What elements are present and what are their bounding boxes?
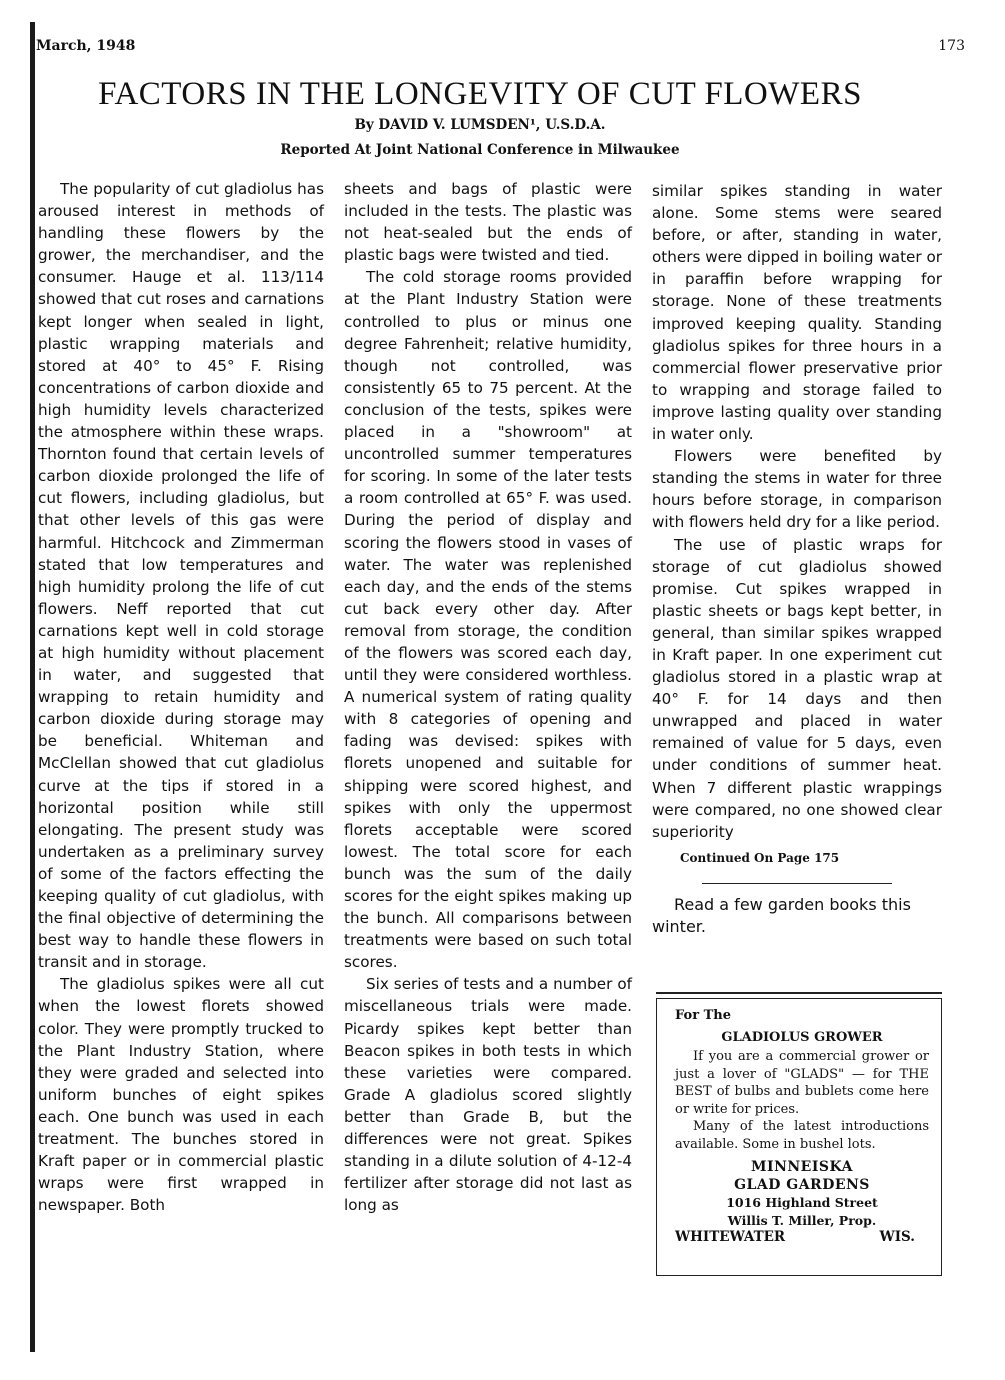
ad-state: WIS. <box>879 1229 915 1245</box>
ad-body-2: Many of the latest introductions available. Some in bushel lots. <box>675 1119 929 1152</box>
divider <box>702 883 892 884</box>
text-column-3 <box>652 180 942 938</box>
paragraph: similar spikes standing in water alone. Some stems were seared before, or after, standing in water, others were dipped in boiling water or in paraffin before wrapping for storage. None of these treatments improved keeping quality. Standing gladiolus spikes for three hours in a commercial flower preservative prior to wrapping and storage failed to improve lasting quality over standing in water only. <box>652 182 942 444</box>
issue-date: March, 1948 <box>36 38 136 54</box>
page-binding-edge <box>30 22 35 1352</box>
text-column-2 <box>344 178 632 1216</box>
ad-proprietor: Willis T. Miller, Prop. <box>727 1212 877 1228</box>
article-byline: By DAVID V. LUMSDEN¹, U.S.D.A. <box>354 117 606 133</box>
ad-business-name-2: GLAD GARDENS <box>734 1176 870 1193</box>
article-subtitle: Reported At Joint National Conference in Milwaukee <box>280 142 680 158</box>
ad-intro: For The <box>675 1008 731 1023</box>
paragraph: The popularity of cut gladiolus has aroused interest in methods of handling these flowers by the grower, the merchandiser, and the consumer. Hauge et al. 113/114 showed that cut roses and carnations kept longer when sealed in light, plastic wrapping materials and stored at 40° to 45° F. Rising concentrations of carbon dioxide and high humidity levels characterized the atmosphere within these wraps. Thornton found that certain levels of carbon dioxide prolonged the life of cut flowers, including gladiolus, but that other levels of this gas were harmful. Hitchcock and Zimmerman stated that low temperatures and high humidity prolong the life of cut flowers. Neff reported that cut carnations kept well in cold storage at high humidity without placement in water, and suggested that wrapping to retain humidity and carbon dioxide during storage may be beneficial. Whiteman and McClellan showed that cut gladiolus curve at the tips if stored in a horizontal position while still elongating. The present study was undertaken as a preliminary survey of some of the factors effecting the keeping quality of cut gladiolus, with the final objective of determining the best way to handle these flowers in transit and in storage. <box>38 180 324 972</box>
paragraph: The cold storage rooms provided at the Plant Industry Station were controlled to plus or minus one degree Fahrenheit; relative humidity, though not controlled, was consistently 65 to 75 percent. At the conclusion of the tests, spikes were placed in a "showroom" at uncontrolled summer temperatures for scoring. In some of the later tests a room controlled at 65° F. was used. During the period of display and scoring the flowers stood in vases of water. The water was replenished each day, and the ends of the stems cut back every other day. After removal from storage, the condition of the flowers was scored each day, until they were considered worthless. A numerical system of rating quality with 8 categories of opening and fading was devised: spikes with florets unopened and suitable for shipping were scored highest, and spikes with only the uppermost florets acceptable were scored lowest. The total score for each bunch was the sum of the daily scores for the eight spikes making up the bunch. All comparisons between treatments were based on such total scores. <box>344 268 632 972</box>
filler-note: Read a few garden books this winter. <box>652 894 911 936</box>
ad-street: 1016 Highland Street <box>726 1195 878 1210</box>
advertisement-box <box>656 998 942 1276</box>
ad-business-name: MINNEISKA <box>751 1159 853 1175</box>
paragraph: Six series of tests and a number of miscellaneous trials were made. Picardy spikes kept better than Beacon spikes in both tests in which these varieties were compared. Grade A gladiolus scored slightly better than Grade B, but the differences were not great. Spikes standing in a dilute solution of 4-12-4 fertilizer after storage did not last as long as <box>344 975 632 1215</box>
continued-note: Continued On Page 175 <box>680 850 840 865</box>
ad-city: WHITEWATER <box>675 1229 786 1245</box>
paragraph: sheets and bags of plastic were included in the tests. The plastic was not heat-sealed but the ends of plastic bags were twisted and tied. <box>344 180 632 265</box>
article-title: FACTORS IN THE LONGEVITY OF CUT FLOWERS <box>98 76 862 112</box>
page-number: 173 <box>938 38 965 54</box>
text-column-1 <box>38 178 324 1216</box>
paragraph: Flowers were benefited by standing the stems in water for three hours before storage, in comparison with flowers held dry for a like period. <box>652 447 942 532</box>
ad-city-line <box>675 1229 929 1247</box>
ad-heading: GLADIOLUS GROWER <box>721 1029 883 1045</box>
paragraph: The gladiolus spikes were all cut when the lowest florets showed color. They were promptly trucked to the Plant Industry Station, where they were graded and selected into uniform bunches of eight spikes each. One bunch was used in each treatment. The bunches stored in Kraft paper or in commercial plastic wraps were first wrapped in newspaper. Both <box>38 975 324 1215</box>
ad-body: If you are a commercial grower or just a lover of "GLADS" — for THE BEST of bulbs and bublets come here or write for prices. <box>675 1049 929 1117</box>
paragraph: The use of plastic wraps for storage of cut gladiolus showed promise. Cut spikes wrapped in plastic sheets or bags kept better, in general, than similar spikes wrapped in Kraft paper. In one experiment cut gladiolus stored in a plastic wrap at 40° F. for 14 days and then unwrapped and placed in water remained of value for 5 days, even under conditions of summer heat. When 7 different plastic wrappings were compared, no one showed clear superiority <box>652 535 942 841</box>
ad-divider <box>656 992 942 994</box>
